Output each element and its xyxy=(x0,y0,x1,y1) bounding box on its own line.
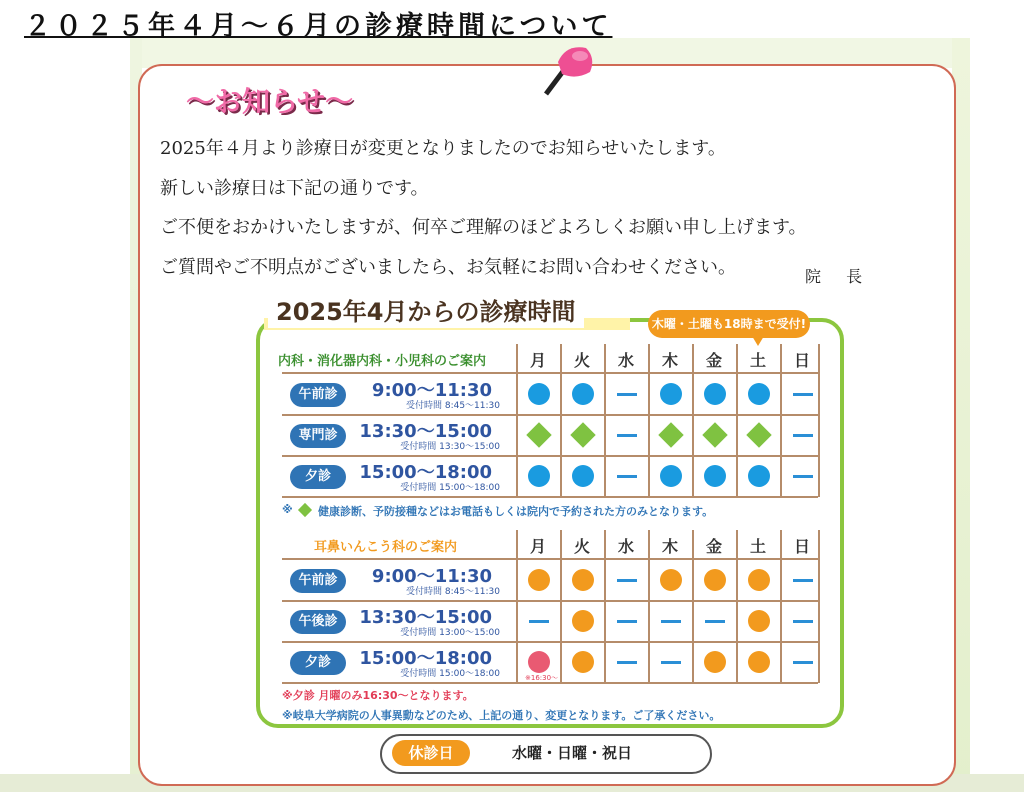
internal-row-2-mark-6 xyxy=(793,475,813,478)
internal-col-line-1 xyxy=(560,344,562,497)
ent-day-0: 月 xyxy=(529,537,546,556)
internal-day-2: 水 xyxy=(617,351,634,370)
internal-row-1-mark-2 xyxy=(617,434,637,437)
ent-row-1-label: 午後診 xyxy=(290,610,346,634)
ent-col-line-6 xyxy=(780,530,782,683)
internal-day-3: 木 xyxy=(661,351,678,370)
internal-row-0-mark-1 xyxy=(572,383,594,405)
ent-row-0-label: 午前診 xyxy=(290,569,346,593)
ent-day-3: 木 xyxy=(661,537,678,556)
internal-col-line-6 xyxy=(780,344,782,497)
ent-row-1-mark-2 xyxy=(617,620,637,623)
internal-col-line-2 xyxy=(604,344,606,497)
ent-row-0-mark-1 xyxy=(572,569,594,591)
notice-line-2: 新しい診療日は下記の通りです。 xyxy=(160,178,429,199)
ent-col-line-2 xyxy=(604,530,606,683)
notice-line-3: ご不便をおかけいたしますが、何卒ご理解のほどよろしくお願い申し上げます。 xyxy=(160,217,807,238)
page-title: ２０２５年４月～６月の診療時間について xyxy=(24,11,613,42)
internal-row-0-reception: 受付時間 8:45～11:30 xyxy=(405,401,500,411)
internal-note-prefix: ※ xyxy=(282,503,293,516)
notice-line-1: 2025年４月より診療日が変更となりましたのでお知らせいたします。 xyxy=(160,138,726,159)
internal-row-2-mark-0 xyxy=(528,465,550,487)
internal-col-line-5 xyxy=(736,344,738,497)
ent-row-0-mark-6 xyxy=(793,579,813,582)
pushpin-icon xyxy=(538,40,598,100)
signature: 院 長 xyxy=(805,267,873,286)
internal-row-1-time: 13:30～15:00 xyxy=(359,421,492,442)
internal-col-line-3 xyxy=(648,344,650,497)
ent-row-2-mark-4 xyxy=(704,651,726,673)
ent-row-0-reception: 受付時間 8:45～11:30 xyxy=(405,587,500,597)
ent-col-line-1 xyxy=(560,530,562,683)
closed-days-label: 休診日 xyxy=(392,740,470,766)
ent-row-1-time: 13:30～15:00 xyxy=(359,607,492,628)
ent-row-0-mark-0 xyxy=(528,569,550,591)
internal-row-0-mark-2 xyxy=(617,393,637,396)
internal-row-1-reception: 受付時間 13:30～15:00 xyxy=(400,442,500,452)
ent-row-0-mark-3 xyxy=(660,569,682,591)
internal-header: 内科・消化器内科・小児科のご案内 xyxy=(278,354,487,369)
ent-day-4: 金 xyxy=(705,537,722,556)
ent-row-2-label: 夕診 xyxy=(290,651,346,675)
closed-days-text: 水曜・日曜・祝日 xyxy=(512,744,633,762)
internal-row-0-mark-6 xyxy=(793,393,813,396)
ent-row-0-mark-5 xyxy=(748,569,770,591)
internal-row-1-mark-6 xyxy=(793,434,813,437)
ent-day-5: 土 xyxy=(749,537,766,556)
ent-row-2-mark-5 xyxy=(748,651,770,673)
ent-row-1-mark-3 xyxy=(661,620,681,623)
internal-row-2-label: 夕診 xyxy=(290,465,346,489)
internal-col-line-0 xyxy=(516,344,518,497)
ent-row-1-mark-0 xyxy=(529,620,549,623)
internal-row-0-mark-4 xyxy=(704,383,726,405)
internal-row-0-label: 午前診 xyxy=(290,383,346,407)
internal-row-0-mark-3 xyxy=(660,383,682,405)
ent-header: 耳鼻いんこう科のご案内 xyxy=(314,540,458,555)
callout-badge: 木曜・土曜も18時まで受付! xyxy=(648,310,810,338)
internal-row-2-mark-3 xyxy=(660,465,682,487)
internal-col-line-end xyxy=(818,344,820,497)
ent-row-2-mark-2 xyxy=(617,661,637,664)
ent-col-line-0 xyxy=(516,530,518,683)
ent-note-1: ※夕診 月曜のみ16:30～となります。 xyxy=(282,689,474,702)
internal-row-2-reception: 受付時間 15:00～18:00 xyxy=(400,483,500,493)
ent-col-line-3 xyxy=(648,530,650,683)
internal-note: 健康診断、予防接種などはお電話もしくは院内で予約された方のみとなります。 xyxy=(318,505,714,518)
ent-row-2-time: 15:00～18:00 xyxy=(359,648,492,669)
internal-row-0-time: 9:00～11:30 xyxy=(371,380,492,401)
ent-day-6: 日 xyxy=(793,537,810,556)
ent-row-0-mark-2 xyxy=(617,579,637,582)
internal-day-6: 日 xyxy=(793,351,810,370)
schedule-title: 2025年4月からの診療時間 xyxy=(268,296,584,328)
ent-row-1-reception: 受付時間 13:00～15:00 xyxy=(400,628,500,638)
internal-day-0: 月 xyxy=(529,351,546,370)
internal-row-2-mark-1 xyxy=(572,465,594,487)
ent-day-1: 火 xyxy=(573,537,590,556)
ent-day-2: 水 xyxy=(617,537,634,556)
internal-row-2-mark-4 xyxy=(704,465,726,487)
ent-row-1-mark-4 xyxy=(705,620,725,623)
ent-col-line-4 xyxy=(692,530,694,683)
ent-row-0-time: 9:00～11:30 xyxy=(371,566,492,587)
internal-row-2-mark-5 xyxy=(748,465,770,487)
ent-row-0-mark-4 xyxy=(704,569,726,591)
ent-col-line-5 xyxy=(736,530,738,683)
callout-tail xyxy=(752,336,764,346)
internal-row-0-mark-5 xyxy=(748,383,770,405)
ent-row-2-mark-0 xyxy=(528,651,550,673)
ent-row-1-mark-1 xyxy=(572,610,594,632)
notice-line-4: ご質問やご不明点がございましたら、お気軽にお問い合わせください。 xyxy=(160,257,736,278)
ent-row-2-reception: 受付時間 15:00～18:00 xyxy=(400,669,500,679)
internal-row-2-mark-2 xyxy=(617,475,637,478)
internal-day-4: 金 xyxy=(705,351,722,370)
internal-row-1-label: 専門診 xyxy=(290,424,346,448)
ent-note-2: ※岐阜大学病院の人事異動などのため、上記の通り、変更となります。ご了承ください。 xyxy=(282,709,721,722)
internal-col-line-4 xyxy=(692,344,694,497)
ent-row-2-mark-1 xyxy=(572,651,594,673)
ent-mon-note: ※16:30～ xyxy=(525,674,559,682)
ent-row-2-mark-6 xyxy=(793,661,813,664)
internal-day-5: 土 xyxy=(749,351,766,370)
ent-row-1-mark-5 xyxy=(748,610,770,632)
notice-title: ～お知らせ～ xyxy=(186,85,354,118)
ent-col-line-end xyxy=(818,530,820,683)
ent-row-2-mark-3 xyxy=(661,661,681,664)
ent-row-1-mark-6 xyxy=(793,620,813,623)
internal-row-0-mark-0 xyxy=(528,383,550,405)
internal-day-1: 火 xyxy=(573,351,590,370)
internal-row-2-time: 15:00～18:00 xyxy=(359,462,492,483)
